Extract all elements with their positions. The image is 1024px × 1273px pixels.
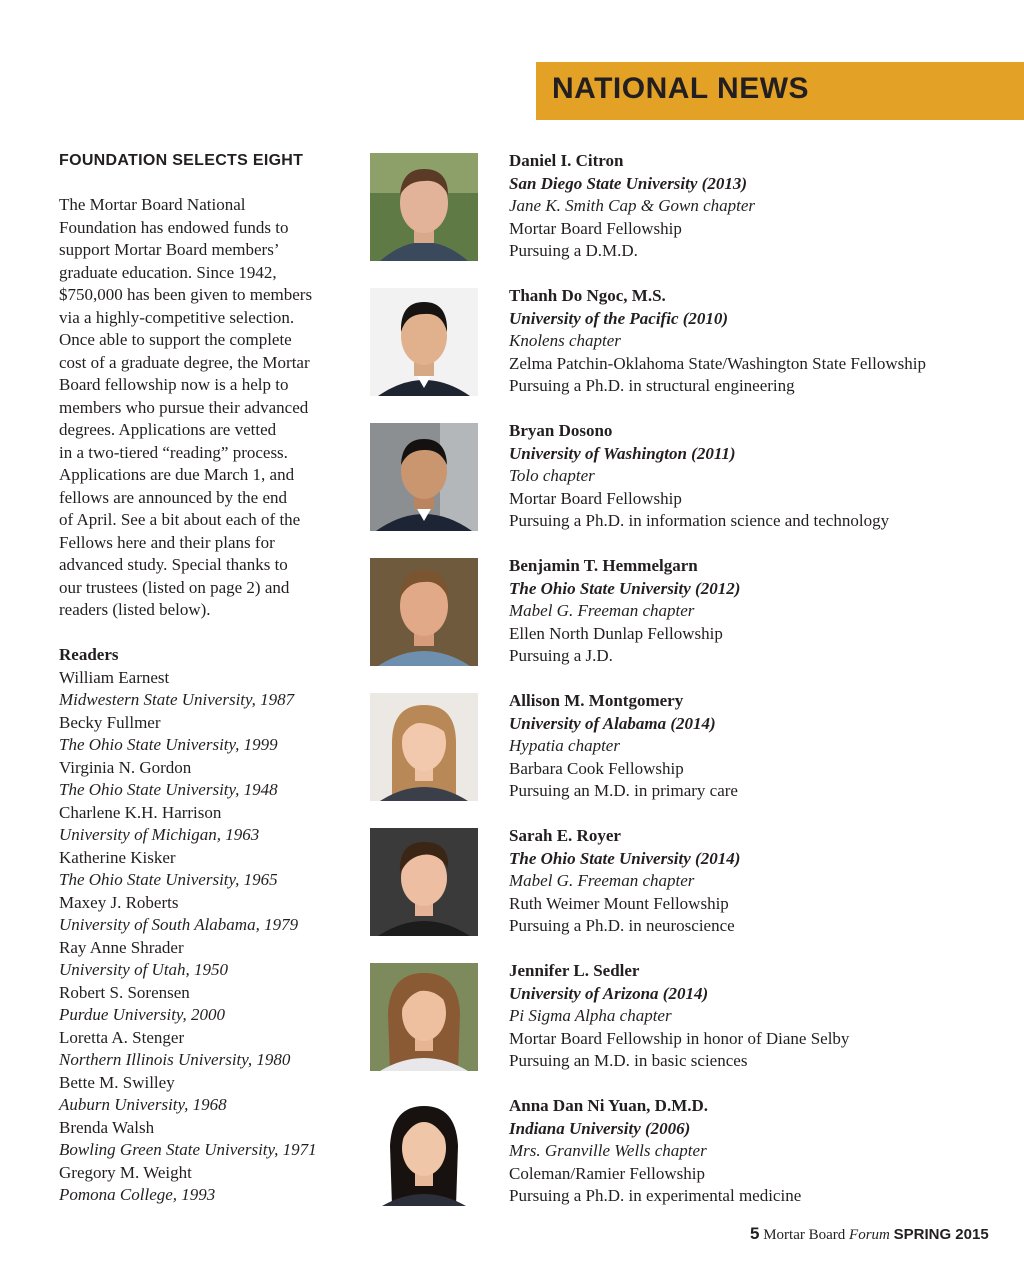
fellow-name: Anna Dan Ni Yuan, D.M.D. xyxy=(509,1096,709,1115)
fellow-entry xyxy=(370,285,1010,405)
fellow-photo xyxy=(370,153,478,261)
fellow-photo xyxy=(370,423,478,531)
fellow-photo xyxy=(370,963,478,1071)
fellow-photo xyxy=(370,1098,478,1206)
fellow-name: Benjamin T. Hemmelgarn xyxy=(509,556,698,575)
reader-school: Auburn University, 1968 xyxy=(59,1095,227,1114)
fellow-pursuit: Pursuing a Ph.D. in experimental medicine xyxy=(509,1186,802,1205)
fellow-entry xyxy=(370,420,1010,540)
fellow-name: Daniel I. Citron xyxy=(509,151,624,170)
reader-school: Midwestern State University, 1987 xyxy=(59,690,295,709)
fellow-pursuit: Pursuing a Ph.D. in information science and technology xyxy=(509,511,890,530)
fellow-photo xyxy=(370,288,478,396)
publication-name: Mortar Board xyxy=(763,1227,846,1243)
fellow-photo xyxy=(370,828,478,936)
reader-name: William Earnest xyxy=(59,667,170,687)
fellow-school: University of Arizona (2014) xyxy=(509,983,709,1003)
fellow-pursuit: Pursuing an M.D. in primary care xyxy=(509,781,738,800)
fellow-name: Bryan Dosono xyxy=(509,421,613,440)
fellow-pursuit: Pursuing a Ph.D. in structural engineering xyxy=(509,376,795,395)
fellow-entry xyxy=(370,960,1010,1080)
fellow-entry xyxy=(370,825,1010,945)
page-footer xyxy=(750,1224,989,1244)
reader-name: Ray Anne Shrader xyxy=(59,937,184,957)
fellow-school: The Ohio State University (2012) xyxy=(509,578,741,598)
fellow-fellowship: Mortar Board Fellowship xyxy=(509,488,682,508)
fellow-chapter: Knolens chapter xyxy=(509,331,621,350)
fellow-photo xyxy=(370,558,478,666)
reader-entry xyxy=(59,982,349,1027)
fellow-chapter: Mabel G. Freeman chapter xyxy=(509,871,695,890)
section-title: NATIONAL NEWS xyxy=(552,72,810,105)
fellow-info xyxy=(509,825,740,938)
fellow-fellowship: Mortar Board Fellowship xyxy=(509,218,682,238)
reader-entry xyxy=(59,1117,349,1162)
fellow-chapter: Mrs. Granville Wells chapter xyxy=(509,1141,707,1160)
readers-list xyxy=(59,667,349,1207)
fellow-fellowship: Ellen North Dunlap Fellowship xyxy=(509,623,723,643)
fellow-school: University of Alabama (2014) xyxy=(509,713,716,733)
reader-entry xyxy=(59,1162,349,1207)
fellow-school: Indiana University (2006) xyxy=(509,1118,691,1138)
reader-entry xyxy=(59,757,349,802)
reader-name: Charlene K.H. Harrison xyxy=(59,802,222,822)
reader-school: University of South Alabama, 1979 xyxy=(59,915,299,934)
fellow-chapter: Pi Sigma Alpha chapter xyxy=(509,1006,672,1025)
fellow-fellowship: Mortar Board Fellowship in honor of Diane Selby xyxy=(509,1028,850,1048)
fellow-pursuit: Pursuing a J.D. xyxy=(509,646,613,665)
fellow-info xyxy=(509,960,849,1073)
fellow-chapter: Jane K. Smith Cap & Gown chapter xyxy=(509,196,756,215)
fellow-pursuit: Pursuing a D.M.D. xyxy=(509,241,638,260)
fellow-info xyxy=(509,285,926,398)
reader-school: University of Michigan, 1963 xyxy=(59,825,260,844)
fellow-fellowship: Barbara Cook Fellowship xyxy=(509,758,684,778)
fellow-chapter: Mabel G. Freeman chapter xyxy=(509,601,695,620)
reader-name: Robert S. Sorensen xyxy=(59,982,190,1002)
reader-entry xyxy=(59,1072,349,1117)
reader-entry xyxy=(59,667,349,712)
fellow-school: San Diego State University (2013) xyxy=(509,173,747,193)
reader-school: The Ohio State University, 1948 xyxy=(59,780,278,799)
reader-entry xyxy=(59,847,349,892)
reader-school: University of Utah, 1950 xyxy=(59,960,229,979)
fellow-info xyxy=(509,690,738,803)
reader-school: Bowling Green State University, 1971 xyxy=(59,1140,317,1159)
fellow-school: The Ohio State University (2014) xyxy=(509,848,741,868)
fellow-photo xyxy=(370,693,478,801)
article-intro: The Mortar Board National Foundation has endowed funds to support Mortar Board members’ graduate education. Since 1942, $750,000 has been given to members via a highly-competitive selection. Once able to support the complete cost of a graduate degree, the Mortar Board fellowship now is a help to members who pursue their advanced degrees. Applications are vetted in a two-tiered “reading” process. Applications are due March 1, and fellows are announced by the end of April. See a bit about each of the Fellows here and their plans for advanced study. Special thanks to our trustees (listed on page 2) and readers (listed below). xyxy=(59,195,313,619)
fellow-info xyxy=(509,1095,801,1208)
fellow-info xyxy=(509,555,740,668)
reader-name: Loretta A. Stenger xyxy=(59,1027,185,1047)
fellow-entry xyxy=(370,1095,1010,1215)
reader-entry xyxy=(59,802,349,847)
reader-school: Pomona College, 1993 xyxy=(59,1185,216,1204)
fellow-fellowship: Ruth Weimer Mount Fellowship xyxy=(509,893,729,913)
reader-entry xyxy=(59,712,349,757)
fellow-chapter: Tolo chapter xyxy=(509,466,595,485)
reader-entry xyxy=(59,892,349,937)
reader-name: Katherine Kisker xyxy=(59,847,176,867)
publication-name-italic: Forum xyxy=(849,1227,890,1243)
fellow-entry xyxy=(370,555,1010,675)
reader-school: Purdue University, 2000 xyxy=(59,1005,226,1024)
section-banner xyxy=(536,62,1024,120)
page-number: 5 xyxy=(750,1224,760,1243)
fellow-name: Allison M. Montgomery xyxy=(509,691,684,710)
fellow-pursuit: Pursuing an M.D. in basic sciences xyxy=(509,1051,748,1070)
article-heading: FOUNDATION SELECTS EIGHT xyxy=(59,152,304,169)
fellow-entry xyxy=(370,150,1010,270)
reader-school: The Ohio State University, 1965 xyxy=(59,870,278,889)
fellow-chapter: Hypatia chapter xyxy=(509,736,620,755)
readers-heading: Readers xyxy=(59,645,119,664)
reader-entry xyxy=(59,1027,349,1072)
fellow-info xyxy=(509,420,889,533)
reader-name: Maxey J. Roberts xyxy=(59,892,179,912)
fellow-school: University of Washington (2011) xyxy=(509,443,736,463)
reader-school: The Ohio State University, 1999 xyxy=(59,735,278,754)
fellow-name: Sarah E. Royer xyxy=(509,826,621,845)
reader-name: Bette M. Swilley xyxy=(59,1072,175,1092)
reader-school: Northern Illinois University, 1980 xyxy=(59,1050,291,1069)
reader-entry xyxy=(59,937,349,982)
reader-name: Brenda Walsh xyxy=(59,1117,155,1137)
issue-label: SPRING 2015 xyxy=(893,1226,989,1243)
fellow-fellowship: Zelma Patchin-Oklahoma State/Washington State Fellowship xyxy=(509,353,926,373)
article-column xyxy=(59,150,349,1207)
reader-name: Virginia N. Gordon xyxy=(59,757,192,777)
reader-name: Becky Fullmer xyxy=(59,712,161,732)
fellow-entry xyxy=(370,690,1010,810)
fellow-name: Jennifer L. Sedler xyxy=(509,961,640,980)
fellow-name: Thanh Do Ngoc, M.S. xyxy=(509,286,666,305)
reader-name: Gregory M. Weight xyxy=(59,1162,192,1182)
fellow-pursuit: Pursuing a Ph.D. in neuroscience xyxy=(509,916,735,935)
fellow-info xyxy=(509,150,755,263)
fellow-school: University of the Pacific (2010) xyxy=(509,308,729,328)
fellow-fellowship: Coleman/Ramier Fellowship xyxy=(509,1163,705,1183)
